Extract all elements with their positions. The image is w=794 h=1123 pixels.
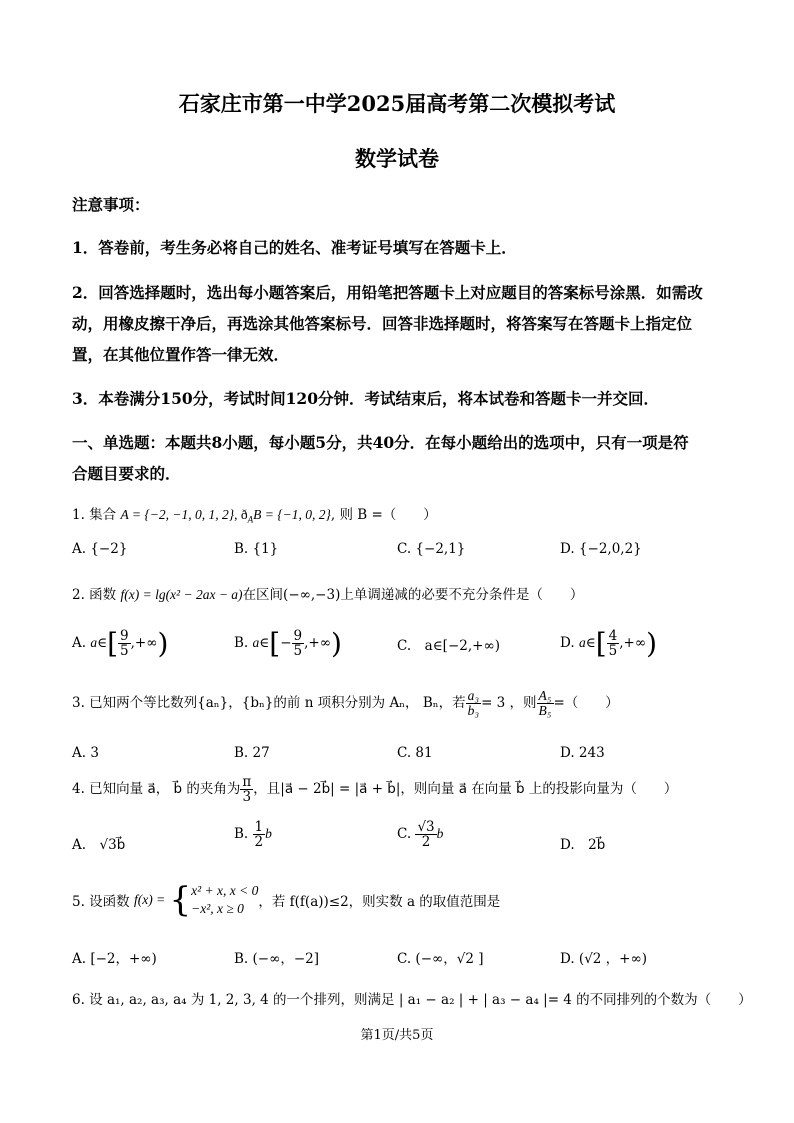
fraction-denominator: 2 [421, 834, 431, 851]
left-bracket: [ [269, 627, 281, 660]
question-4-tail: ，且|a⃗ − 2b⃗| = |a⃗ + b⃗|，则向量 a⃗ 在向量 b⃗ 上的投影向量为（ ） [253, 781, 678, 798]
question-3-option-a[interactable]: A. 3 [72, 745, 99, 761]
question-2-tail: 在区间(−∞,−3)上单调递减的必要不充分条件是（ ） [242, 587, 584, 603]
left-bracket: [ [595, 627, 607, 660]
question-5-option-b[interactable]: B. (−∞，−2] [234, 951, 319, 967]
fraction-numerator: 4 [608, 627, 618, 644]
question-3-fraction-2 [537, 689, 554, 718]
option-label: A. [72, 635, 87, 651]
case-1: x² + x, x < 0 [191, 882, 259, 898]
question-5-tail: ，若 f(f(a))≤2，则实数 a 的取值范围是 [258, 894, 501, 910]
question-2-option-b[interactable] [234, 627, 342, 660]
right-paren: ) [157, 627, 169, 660]
question-4-prefix: 4. 已知向量 a⃗， b⃗ 的夹角为 [72, 781, 241, 798]
fraction-denominator: 2 [254, 834, 264, 851]
notice-item-1: 1．答卷前，考生务必将自己的姓名、准考证号填写在答题卡上． [72, 238, 517, 257]
option-label: D. [560, 635, 575, 651]
question-1-option-d[interactable]: D. {−2,0,2} [560, 541, 642, 557]
question-3-prefix: 3. 已知两个等比数列{aₙ}，{bₙ}的前 n 项积分别为 Aₙ， Bₙ，若 [72, 695, 466, 712]
exam-title: 石家庄市第一中学2025届高考第二次模拟考试 [178, 91, 616, 116]
question-4-option-d[interactable]: D. 2b⃗ [560, 837, 606, 853]
question-5-option-d[interactable]: D. (√2 ，+∞) [560, 951, 647, 967]
question-1-complement-b: B = {−1, 0, 2} [253, 507, 331, 522]
fraction-denominator: B₅ [538, 703, 552, 719]
question-5-option-a[interactable]: A. [−2，+∞) [72, 951, 157, 967]
question-1-set-a: A = {−2, −1, 0, 1, 2} [120, 507, 235, 522]
question-2-option-d[interactable] [560, 627, 657, 660]
question-3 [72, 689, 619, 718]
left-brace: { [169, 880, 192, 920]
question-4-option-a[interactable]: A. √3b⃗ [72, 837, 126, 853]
section-1-instruction-line-2: 合题目要求的． [72, 464, 181, 483]
option-tail: ,+∞ [619, 635, 647, 651]
question-1-complement: , ð [234, 507, 248, 522]
option-expr: a∈ [90, 635, 108, 650]
question-1 [72, 503, 437, 525]
question-5-function: f(x) = [133, 892, 166, 907]
notice-item-2-line-1: 2．回答选择题时，选出每小题答案后，用铅笔把答题卡上对应题目的答案标号涂黑．如需改 [72, 283, 703, 302]
notice-item-2-line-3: 置，在其他位置作答一律无效． [72, 345, 290, 364]
question-2-function: f(x) = lg(x² − 2ax − a) [120, 587, 243, 602]
minus-sign: − [280, 635, 292, 651]
fraction-numerator: a₃ [467, 688, 480, 703]
fraction-numerator: 9 [120, 627, 129, 644]
option-tail: ,+∞ [130, 635, 158, 651]
question-1-option-c[interactable]: C. {−2,1} [397, 541, 466, 557]
question-3-option-c[interactable]: C. 81 [397, 745, 433, 761]
notice-item-3: 3．本卷满分150分，考试时间120分钟．考试结束后，将本试卷和答题卡一并交回． [72, 389, 659, 408]
option-tail: b⃗ [436, 826, 454, 842]
question-3-eq-2: =（ ） [553, 695, 619, 712]
exam-subtitle: 数学试卷 [355, 146, 439, 171]
question-3-eq-1: = 3 ，则 [481, 695, 537, 712]
option-label: B. [234, 826, 249, 843]
question-2-option-a[interactable] [72, 627, 168, 660]
fraction-numerator: A₅ [538, 688, 552, 703]
option-tail: b⃗ [265, 826, 283, 842]
fraction-denominator: 5 [120, 643, 129, 659]
option-label: B. [234, 635, 249, 651]
question-4-option-b[interactable] [234, 820, 282, 849]
question-4 [72, 775, 677, 804]
question-3-option-d[interactable]: D. 243 [560, 745, 605, 761]
left-bracket: [ [107, 627, 119, 660]
question-6: 6. 设 a₁, a₂, a₃, a₄ 为 1, 2, 3, 4 的一个排列，则满足 | a₁ − a₂ | + | a₃ − a₄ |= 4 的不同排列的个数为（ ） [72, 992, 752, 1008]
question-5-prefix: 5. 设函数 [72, 894, 130, 910]
question-1-option-a[interactable]: A. {−2} [72, 541, 128, 557]
fraction-numerator: 1 [254, 819, 264, 835]
section-1-instruction-line-1: 一、单选题：本题共8小题，每小题5分，共40分．在每小题给出的选项中，只有一项是符 [72, 433, 689, 452]
question-2-option-c[interactable]: C. a∈[−2,+∞) [397, 638, 500, 654]
notice-heading: 注意事项： [72, 195, 150, 214]
fraction-denominator: 3 [242, 789, 252, 806]
fraction [415, 820, 436, 849]
fraction-denominator: b₃ [467, 703, 480, 719]
question-3-fraction-1 [466, 689, 481, 718]
right-paren: ) [330, 627, 342, 660]
question-2-prefix: 2. 函数 [72, 587, 117, 603]
question-2 [72, 583, 583, 603]
question-4-option-c[interactable] [397, 820, 454, 849]
right-paren: ) [646, 627, 658, 660]
option-expr: a∈ [578, 635, 596, 650]
question-5 [72, 880, 500, 920]
fraction-denominator: 5 [608, 643, 618, 659]
question-1-option-b[interactable]: B. {1} [234, 541, 279, 557]
page-number: 第1页/共5页 [360, 1028, 434, 1043]
question-1-complement-sub: A [247, 514, 254, 525]
notice-item-2-line-2: 动，用橡皮擦干净后，再选涂其他答案标号．回答非选择题时，将答案写在答题卡上指定位 [72, 314, 693, 333]
fraction [607, 629, 620, 658]
question-3-option-b[interactable]: B. 27 [234, 745, 270, 761]
fraction [292, 629, 305, 658]
option-tail: ,+∞ [304, 635, 331, 651]
question-5-option-c[interactable]: C. (−∞，√2 ] [397, 951, 484, 967]
question-4-fraction [240, 775, 253, 804]
question-1-prefix: 1. 集合 [72, 507, 117, 523]
fraction [118, 629, 131, 658]
fraction [253, 820, 266, 849]
fraction-numerator: π [242, 774, 252, 790]
option-expr: a∈ [252, 635, 270, 650]
fraction-numerator: 9 [293, 627, 303, 644]
fraction-numerator: √3 [417, 819, 435, 835]
fraction-denominator: 5 [293, 643, 303, 659]
option-label: C. [397, 826, 412, 843]
question-1-tail: , 则 B =（ ） [330, 507, 437, 523]
question-5-cases [191, 882, 258, 918]
case-2: −x², x ≥ 0 [191, 901, 244, 916]
